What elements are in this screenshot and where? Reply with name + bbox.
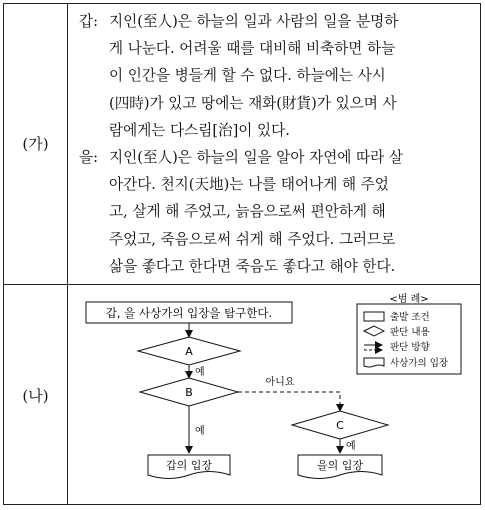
start-box-label: 갑, 을 사상가의 입장을 탐구한다. — [105, 306, 273, 320]
legend-result-symbol — [364, 358, 384, 367]
legend — [357, 292, 461, 374]
legend-start-symbol — [364, 312, 384, 321]
passage-line: 이 인간을 병들게 할 수 없다. 하늘에는 사시 — [109, 67, 386, 85]
legend-item: 판단 방향 — [390, 342, 430, 353]
arrow-b-to-c — [238, 392, 340, 411]
legend-title: <범 례> — [389, 294, 429, 305]
result-right-label: 을의 입장 — [316, 459, 364, 472]
decision-a-label: A — [185, 345, 193, 358]
result-left-label: 갑의 입장 — [165, 459, 213, 472]
passage-line: 람에게는 다스림[治]이 있다. — [109, 121, 290, 139]
passage-line: 삶을 좋다고 한다면 죽음도 좋다고 해야 한다. — [109, 257, 396, 275]
row-label-ga: (가) — [22, 135, 49, 153]
passage-line: 게 나눈다. 어려울 때를 대비해 비축하면 하늘 — [109, 40, 396, 58]
row-label-na: (나) — [22, 387, 49, 405]
yes-label-c: 예 — [346, 441, 356, 452]
passage-line: (四時)가 있고 땅에는 재화(財貨)가 있으며 사 — [109, 94, 397, 112]
passage-line: 을: 지인(至人)은 하늘의 일을 알아 자연에 따라 살 — [79, 148, 403, 166]
no-label-b: 아니요 — [265, 377, 295, 388]
yes-label-b: 예 — [195, 426, 205, 437]
passage-gap — [79, 8, 471, 280]
flowchart — [68, 285, 480, 504]
speaker-label: 을 — [79, 148, 94, 166]
yes-label-a: 예 — [195, 367, 205, 378]
legend-item: 판단 내용 — [390, 327, 430, 338]
passage-line: 주었고, 죽음으로써 쉬게 해 주었다. 그러므로 — [109, 230, 396, 248]
passage-line: 아간다. 천지(天地)는 나를 태어나게 해 주었 — [109, 176, 389, 194]
legend-item: 출발 조건 — [390, 312, 430, 323]
passage-line: 고, 살게 해 주었고, 늙음으로써 편안하게 해 — [109, 203, 386, 221]
passage-line: 갑: 지인(至人)은 하늘의 일과 사람의 일을 분명하 — [79, 13, 399, 30]
speaker-label: 갑 — [79, 13, 94, 30]
decision-c-label: C — [336, 419, 344, 432]
legend-item: 사상가의 입장 — [390, 358, 449, 369]
decision-b-label: B — [185, 386, 193, 399]
